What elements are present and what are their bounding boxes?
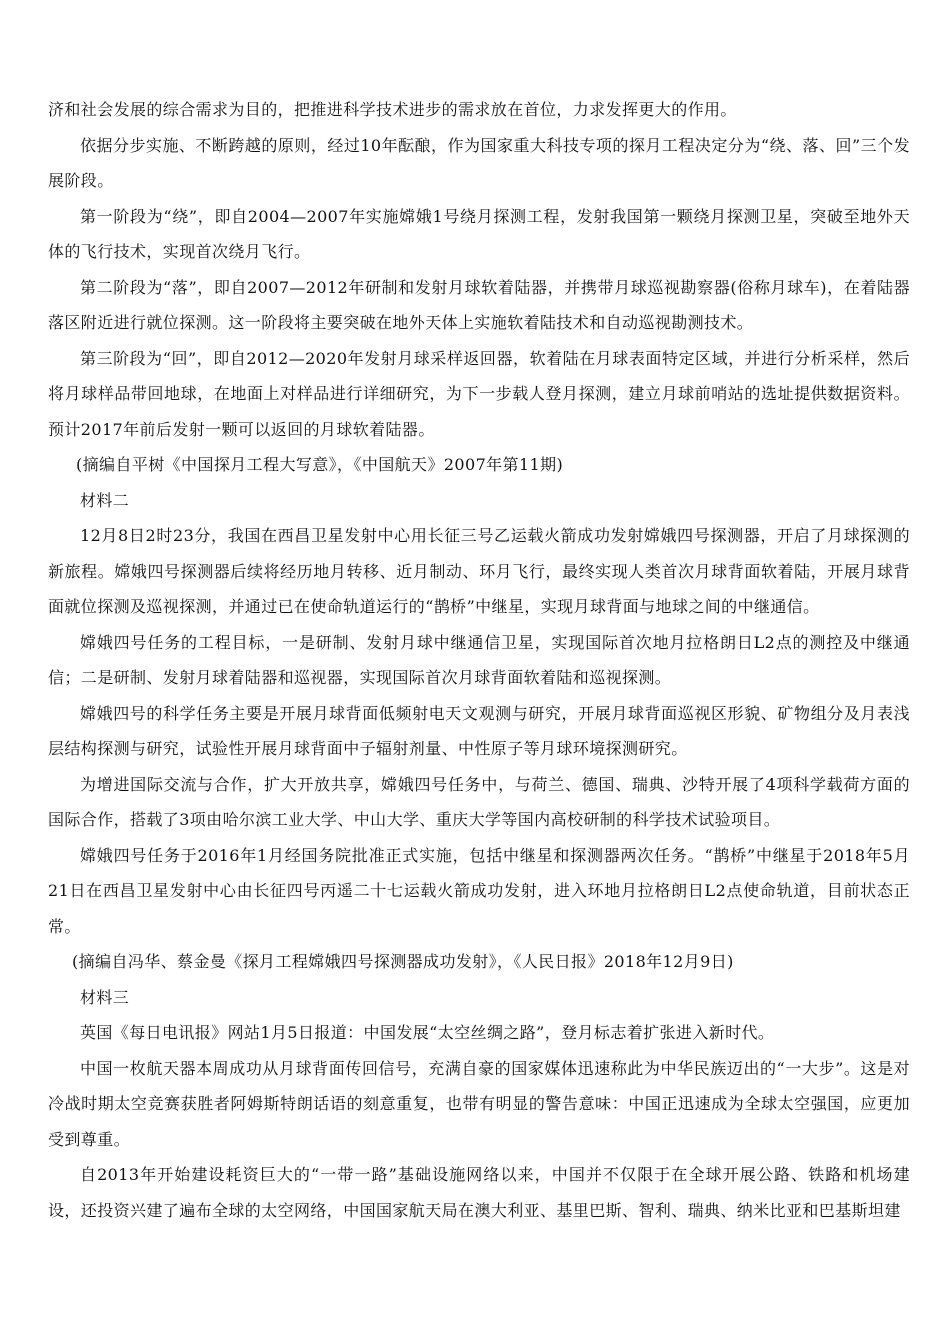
source-citation-2: (摘编自冯华、蔡金曼《探月工程嫦娥四号探测器成功发射》，《人民日报》2018年12月9日) xyxy=(72,952,734,971)
paragraph-7: 嫦娥四号任务的工程目标，一是研制、发射月球中继通信卫星，实现国际首次地月拉格朗日L2点的测控及中继通信；二是研制、发射月球着陆器和巡视器，实现国际首次月球背面软着陆和巡视探测。 xyxy=(48,632,910,687)
paragraph-12: 中国一枚航天器本周成功从月球背面传回信号，充满自豪的国家媒体迅速称此为中华民族迈出的“一大步”。这是对冷战时期太空竞赛获胜者阿姆斯特朗话语的刻意重复，也带有明显的警告意味：中国正迅速成为全球太空强国，应更加受到尊重。 xyxy=(48,1058,910,1149)
paragraph-3: 第一阶段为“绕”，即自2004—2007年实施嫦娥1号绕月探测工程，发射我国第一颗绕月探测卫星，突破至地外天体的飞行技术，实现首次绕月飞行。 xyxy=(48,206,910,261)
paragraph-10: 嫦娥四号任务于2016年1月经国务院批准正式实施，包括中继星和探测器两次任务。“鹊桥”中继星于2018年5月21日在西昌卫星发射中心由长征四号丙遥二十七运载火箭成功发射，进入环地月拉格朗日L2点使命轨道，目前状态正常。 xyxy=(48,845,910,936)
paragraph-11: 英国《每日电讯报》网站1月5日报道：中国发展“太空丝绸之路”，登月标志着扩张进入新时代。 xyxy=(80,1023,775,1042)
section-label-material-3: 材料三 xyxy=(80,987,130,1007)
paragraph-13: 自2013年开始建设耗资巨大的“一带一路”基础设施网络以来，中国并不仅限于在全球开展公路、铁路和机场建设，还投资兴建了遍布全球的太空网络，中国国家航天局在澳大利亚、基里巴斯、智利、瑞典、纳米比亚和巴基斯坦建 xyxy=(48,1165,910,1220)
paragraph-1: 济和社会发展的综合需求为目的，把推进科学技术进步的需求放在首位，力求发挥更大的作用。 xyxy=(48,100,737,119)
section-label-material-2: 材料二 xyxy=(80,490,130,510)
paragraph-4: 第二阶段为“落”，即自2007—2012年研制和发射月球软着陆器，并携带月球巡视勘察器(俗称月球车)，在着陆器落区附近进行就位探测。这一阶段将主要突破在地外天体上实施软着陆技术和自动巡视勘测技术。 xyxy=(48,277,910,332)
document-body xyxy=(48,92,910,1228)
source-citation-1: (摘编自平树《中国探月工程大写意》，《中国航天》2007年第11期) xyxy=(76,455,564,474)
paragraph-9: 为增进国际交流与合作，扩大开放共享，嫦娥四号任务中，与荷兰、德国、瑞典、沙特开展了4项科学载荷方面的国际合作，搭载了3项由哈尔滨工业大学、中山大学、重庆大学等国内高校研制的科学技术试验项目。 xyxy=(48,774,910,829)
paragraph-8: 嫦娥四号的科学任务主要是开展月球背面低频射电天文观测与研究，开展月球背面巡视区形貌、矿物组分及月表浅层结构探测与研究，试验性开展月球背面中子辐射剂量、中性原子等月球环境探测研究。 xyxy=(48,703,910,758)
paragraph-5: 第三阶段为“回”，即自2012—2020年发射月球采样返回器，软着陆在月球表面特定区域，并进行分析采样，然后将月球样品带回地球，在地面上对样品进行详细研究，为下一步载人登月探测，建立月球前哨站的选址提供数据资料。预计2017年前后发射一颗可以返回的月球软着陆器。 xyxy=(48,348,910,439)
paragraph-6: 12月8日2时23分，我国在西昌卫星发射中心用长征三号乙运载火箭成功发射嫦娥四号探测器，开启了月球探测的新旅程。嫦娥四号探测器后续将经历地月转移、近月制动、环月飞行，最终实现人类首次月球背面软着陆，开展月球背面就位探测及巡视探测，并通过已在使命轨道运行的“鹊桥”中继星，实现月球背面与地球之间的中继通信。 xyxy=(48,526,910,616)
paragraph-2: 依据分步实施、不断跨越的原则，经过10年酝酿，作为国家重大科技专项的探月工程决定分为“绕、落、回”三个发展阶段。 xyxy=(48,135,910,190)
